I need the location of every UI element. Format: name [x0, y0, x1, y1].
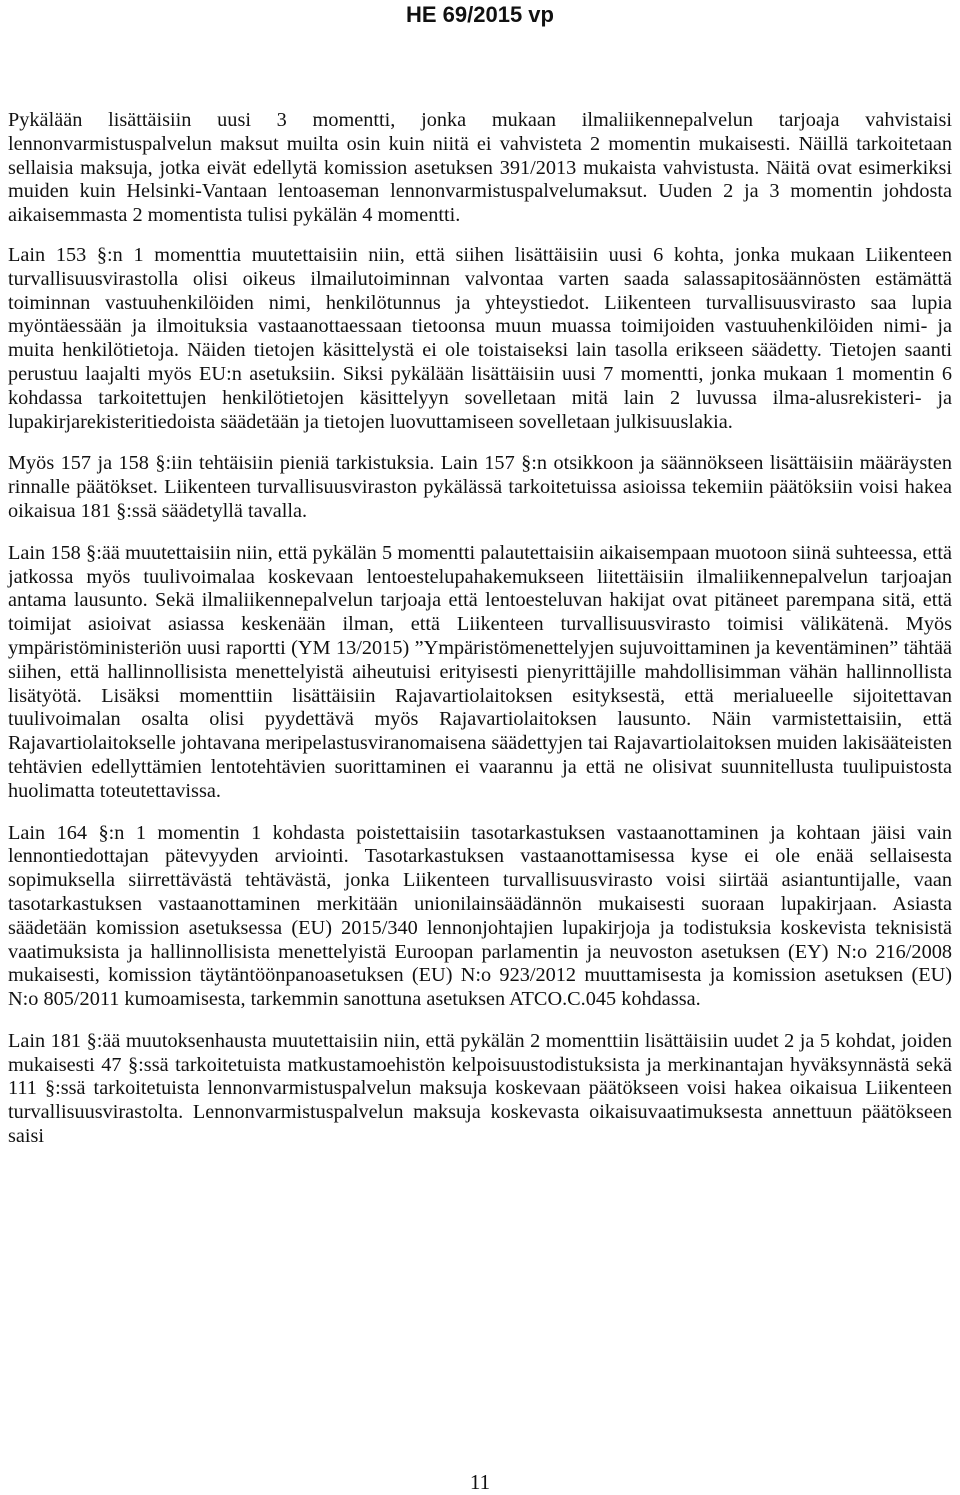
- paragraph-6: Lain 181 §:ää muutoksenhausta muutettaisiin niin, että pykälän 2 momenttiin lisättäisiin uudet 2 ja 5 kohdat, joiden mukaisesti 47 §:ssä tarkoitetuista matkustamoehistön kelpoisuustodistuksista ja merkinantajan hyväksynnästä sekä 111 §:ssä tarkoitetuista lennonvarmistuspalvelun maksuja koskevaan päätökseen voisi hakea oikaisua Liikenteen turvallisuusvirastolta. Lennonvarmistuspalvelun maksuja koskevasta oikaisuvaatimuksesta annettuun päätökseen saisi: [8, 1029, 952, 1148]
- paragraph-3: Myös 157 ja 158 §:iin tehtäisiin pieniä tarkistuksia. Lain 157 §:n otsikkoon ja säännökseen lisättäisiin määräysten rinnalle päätökset. Liikenteen turvallisuusviraston pykälässä tarkoitetuissa asioissa tekemiin päätöksiin voisi hakea oikaisua 181 §:ssä säädetyllä tavalla.: [8, 452, 952, 522]
- paragraph-1: Pykälään lisättäisiin uusi 3 momentti, jonka mukaan ilmaliikennepalvelun tarjoaja vahvistaisi lennonvarmistuspalvelun maksut muilta osin kuin niitä ei vahvisteta 2 momentin mukaisesti. Näillä tarkoitetaan sellaisia maksuja, jotka eivät edellytä komission asetuksen 391/2013 mukaista vahvistusta. Näitä ovat esimerkiksi muiden kuin Helsinki-Vantaan lentoaseman lennonvarmistuspalvelumaksut. Uuden 2 ja 3 momentin johdosta aikaisemmasta 2 momentista tulisi pykälän 4 momentti.: [8, 109, 952, 227]
- paragraph-2: Lain 153 §:n 1 momenttia muutettaisiin niin, että siihen lisättäisiin uusi 6 kohta, jonka mukaan Liikenteen turvallisuusvirastolla olisi oikeus ilmailutoiminnan valvontaa varten saada salassapitosäännösten estämättä toiminnan vastuuhenkilöiden nimi, henkilötunnus ja yhteystiedot. Liikenteen turvallisuusvirasto saa lupia myöntäessään ja ilmoituksia vastaanottaessaan tietoonsa muun muassa toimijoiden vastuuhenkilöiden nimi- ja muita henkilötietoja. Näiden tietojen käsittelystä ei ole toistaiseksi lain tasolla erikseen säädetty. Tietojen saanti perustuu laajalti myös EU:n asetuksiin. Siksi pykälään lisättäisiin uusi 7 momentti, jonka mukaan 1 momentin 6 kohdassa tarkoitettujen henkilötietojen käsittelyyn sovelletaan mitä lain 2 luvussa ilma-alusrekisteri- ja lupakirjarekisteritiedoista säädetään ja tietojen luovuttamiseen sovelletaan julkisuuslakia.: [8, 243, 952, 433]
- document-body: [8, 109, 952, 1167]
- paragraph-4: Lain 158 §:ää muutettaisiin niin, että pykälän 5 momentti palautettaisiin aikaisempaan muotoon siinä suhteessa, että jatkossa myös tuulivoimalaa koskevaan lentoestelupahakemukseen liitettäisiin ilmaliikennepalvelun tarjoajan antama lausunto. Sekä ilmaliikennepalvelun tarjoaja että lentoesteluvan hakijat ovat pitäneet parempana sitä, että toimijat asioivat asiassa keskenään ilman, että Liikenteen turvallisuusvirasto toimisi välikätenä. Myös ympäristöministeriön uusi raportti (YM 13/2015) ”Ympäristömenettelyjen sujuvoittaminen ja keventäminen” tähtää siihen, että hallinnollisista menettelyistä aiheutuisi erityisesti pienyrittäjille mahdollisimman vähän hallinnollista lisätyötä. Lisäksi momenttiin lisättäisiin Rajavartiolaitoksen esityksestä, että merialueelle sijoitettavan tuulivoimalan osalta olisi pyydettävä myös Rajavartiolaitoksen lausunto. Näin varmistettaisiin, että Rajavartiolaitokselle johtavana meripelastusviranomaisena säädettyjen tai Rajavartiolaitoksen muiden lakisääteisten tehtävien edellyttämien lentotehtävien suorittaminen ei vaarannu ja että ne olisivat suunnitellusta tuulipuistosta huolimatta toteutettavissa.: [8, 541, 952, 802]
- document-header: HE 69/2015 vp: [406, 2, 554, 27]
- paragraph-5: Lain 164 §:n 1 momentin 1 kohdasta poistettaisiin tasotarkastuksen vastaanottaminen ja kohtaan jäisi vain lennontiedottajan pätevyyden arviointi. Tasotarkastuksen vastaanottamisessa kyse ei ole enää sellaisesta sopimuksella siirrettävästä tehtävästä, jonka Liikenteen turvallisuusvirasto voisi siirtää asiantuntijalle, vaan tasotarkastuksen vastaanottaminen merkitään unionilainsäädännön mukaisesti suoraan lupakirjaan. Asiasta säädetään komission asetuksessa (EU) 2015/340 lennonjohtajien lupakirjoja ja todistuksia koskevista teknisistä vaatimuksista ja hallinnollisista menettelyistä Euroopan parlamentin ja neuvoston asetuksen (EY) N:o 216/2008 mukaisesti, komission täytäntöönpanoasetuksen (EU) N:o 923/2012 muuttamisesta ja komission asetuksen (EU) N:o 805/2011 kumoamisesta, tarkemmin sanottuna asetuksen ATCO.C.045 kohdassa.: [8, 821, 952, 1011]
- page-number: 11: [469, 1470, 491, 1494]
